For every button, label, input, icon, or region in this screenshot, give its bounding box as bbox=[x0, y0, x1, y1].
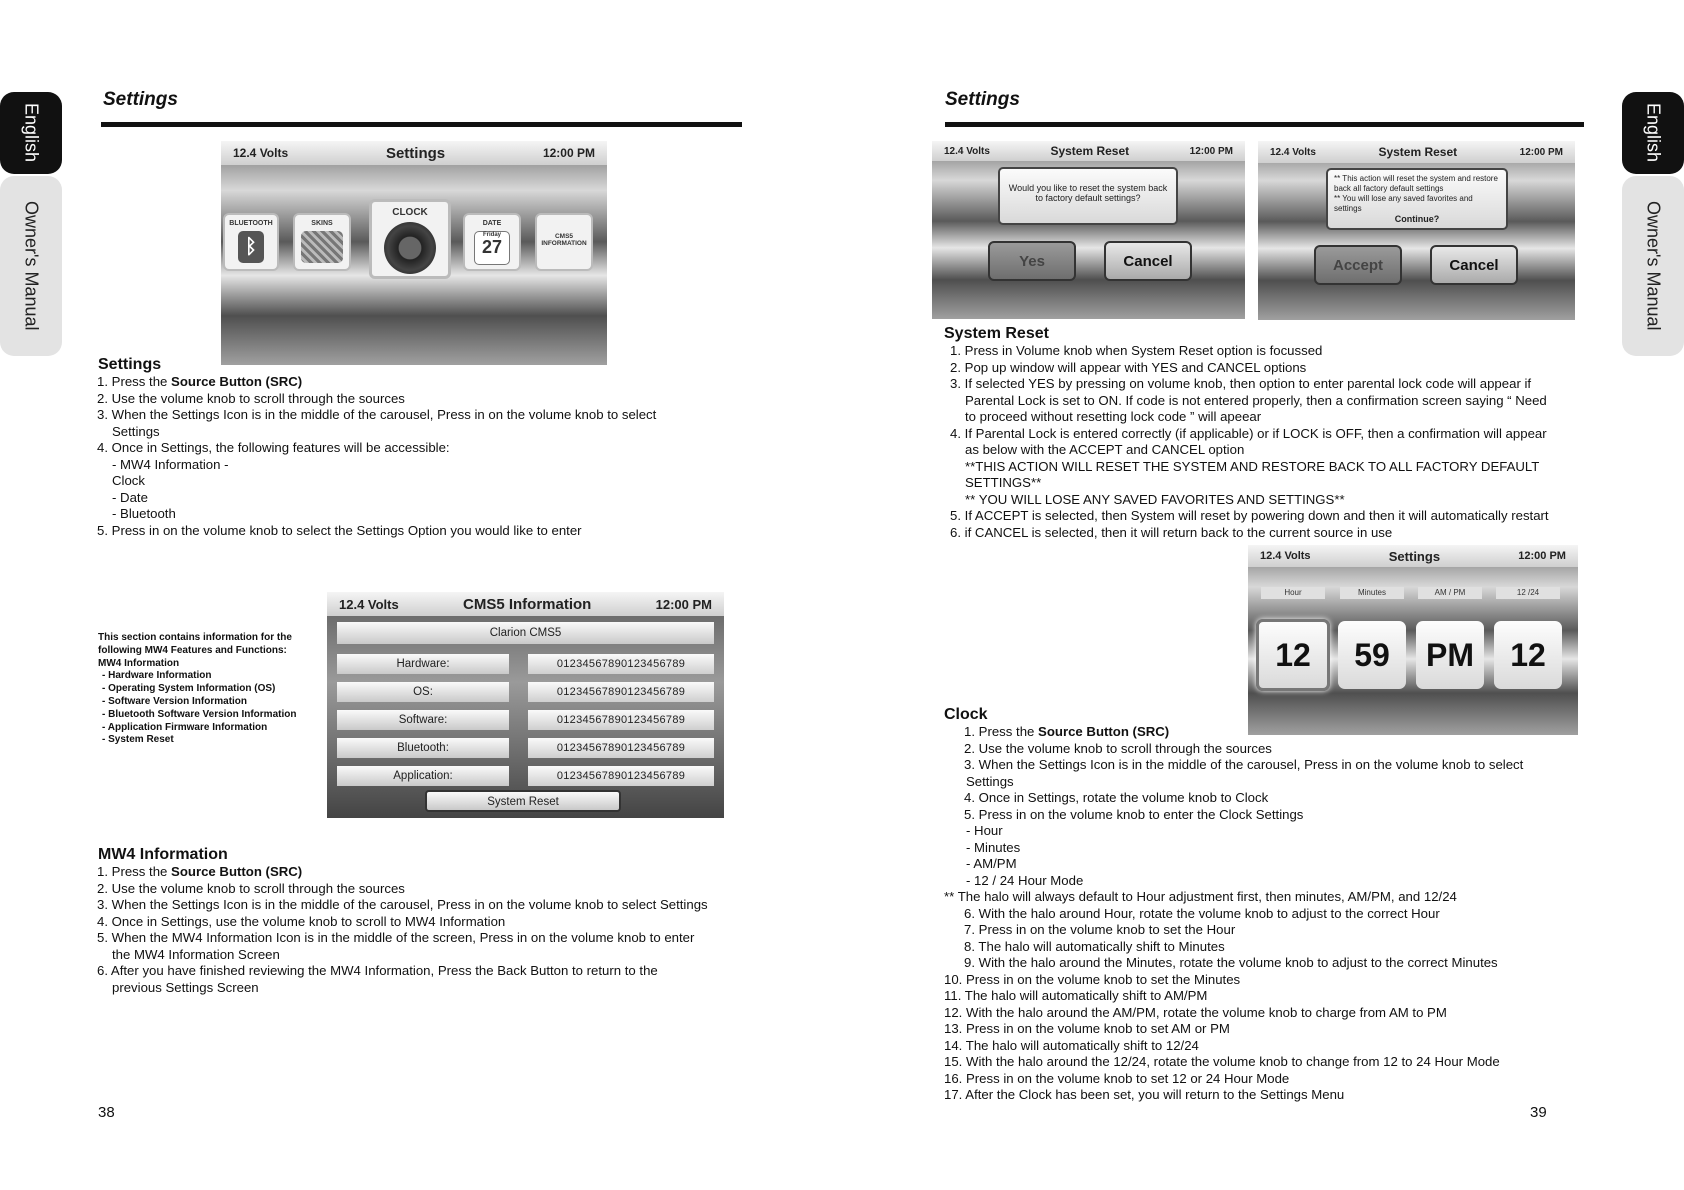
status-bar bbox=[1258, 141, 1575, 163]
bluetooth-value: 01234567890123456789 bbox=[528, 738, 714, 758]
minutes-value[interactable]: 59 bbox=[1338, 621, 1406, 689]
accept-button[interactable]: Accept bbox=[1314, 245, 1402, 285]
clock-steps: 1. Press the Source Button (SRC) 2. Use the volume knob to scroll through the sources 3. When the Settings Icon is in the middle of the carousel, Press in on the volume knob to select Settings 4. Once in Settings, rotate the volume knob to Clock 5. Press in on the volume knob to enter the Clock Settings - Hour - Minutes - AM/PM - 12 / 24 Hour Mode ** The halo will always default to Hour adjustment first, then minutes, AM/PM, and 12/24 6. With the halo around Hour, rotate the volume knob to adjust to the correct Hour 7. Press in on the volume knob to set the Hour 8. The halo will automatically shift to Minutes 9. With the halo around the Minutes, rotate the volume knob to adjust to the correct Minutes 10. Press in on the volume knob to set the Minutes 11. The halo will automatically shift to AM/PM 12. With the halo around the AM/PM, rotate the volume knob to charge from AM to PM 13. Press in on the volume knob to set AM or PM 14. The halo will automatically shift to 12/24 15. With the halo around the 12/24, rotate the volume knob to change from 12 to 24 Hour Mode 16. Press in on the volume knob to set 12 or 24 Hour Mode 17. After the Clock has been set, you will return to the Settings Menu bbox=[944, 724, 1524, 1102]
screen-title: System Reset bbox=[1378, 145, 1458, 159]
reset-dialog: Would you like to reset the system back to factory default settings? bbox=[998, 167, 1178, 225]
bluetooth-icon: ᛒ bbox=[238, 231, 264, 263]
status-bar bbox=[932, 141, 1245, 161]
time-readout: 12:00 PM bbox=[542, 146, 595, 160]
hour-header: Hour bbox=[1261, 587, 1325, 599]
screen-title: Settings bbox=[385, 144, 446, 162]
tab-owners-manual-right: Owner's Manual bbox=[1622, 176, 1684, 356]
clock-section-title: Clock bbox=[944, 706, 988, 723]
cancel-button[interactable]: Cancel bbox=[1430, 245, 1518, 285]
settings-carousel-screen bbox=[221, 141, 607, 365]
screen-title: Settings bbox=[1388, 548, 1441, 564]
bluetooth-label: Bluetooth: bbox=[337, 738, 509, 758]
volts-readout: 12.4 Volts bbox=[233, 146, 289, 160]
status-bar bbox=[1248, 545, 1578, 567]
hardware-label: Hardware: bbox=[337, 654, 509, 674]
settings-section-title: Settings bbox=[98, 356, 162, 373]
page-number-left: 38 bbox=[98, 1104, 115, 1121]
mw4-section-title: MW4 Information bbox=[98, 846, 228, 863]
system-reset-button[interactable]: System Reset bbox=[425, 790, 621, 812]
mw4-steps: 1. Press the Source Button (SRC) 2. Use the volume knob to scroll through the sources 3. When the Settings Icon is in the middle of the carousel, Press in on the volume knob to select Settings 4. Once in Settings, use the volume knob to scroll to MW4 Information 5. When the MW4 Information Icon is in the middle of the screen, Press in on the volume knob to enter the MW4 Information Screen 6. After you have finished reviewing the MW4 Information, Press the Back Button to return to the previous Settings Screen bbox=[97, 864, 708, 995]
right-heading-rule bbox=[945, 122, 1584, 127]
left-heading-rule bbox=[101, 122, 742, 127]
volts-readout: 12.4 Volts bbox=[339, 596, 399, 612]
screen-title: CMS5 Information bbox=[463, 595, 592, 613]
12-24-header: 12 /24 bbox=[1496, 587, 1560, 599]
clock-settings-screen bbox=[1248, 545, 1578, 735]
yes-button[interactable]: Yes bbox=[988, 241, 1076, 281]
right-page-heading: Settings bbox=[945, 89, 1020, 110]
cms5-banner: Clarion CMS5 bbox=[337, 622, 714, 644]
settings-steps: 1. Press the Source Button (SRC) 2. Use the volume knob to scroll through the sources 3. When the Settings Icon is in the middle of the carousel, Press in on the volume knob to select Settings 4. Once in Settings, the following features will be accessible: - MW4 Information - Clock - Date - Bluetooth 5. Press in on the volume knob to select the Settings Option you would like to enter bbox=[97, 374, 657, 538]
minutes-header: Minutes bbox=[1340, 587, 1404, 599]
calendar-icon: Friday 27 bbox=[474, 231, 510, 265]
os-value: 01234567890123456789 bbox=[528, 682, 714, 702]
clock-tile[interactable]: CLOCK bbox=[369, 199, 451, 279]
tab-english-right: English bbox=[1622, 92, 1684, 174]
volts-readout: 12.4 Volts bbox=[944, 145, 990, 157]
software-label: Software: bbox=[337, 710, 509, 730]
cancel-button[interactable]: Cancel bbox=[1104, 241, 1192, 281]
skins-tile[interactable]: SKINS bbox=[293, 213, 351, 271]
12-24-value[interactable]: 12 bbox=[1494, 621, 1562, 689]
os-label: OS: bbox=[337, 682, 509, 702]
system-reset-steps: 1. Press in Volume knob when System Reset option is focussed 2. Pop up window will appear with YES and CANCEL options 3. If selected YES by pressing on volume knob, then option to enter parental lock code will appear if Parental Lock is set to ON. If code is not entered properly, then a confirmation screen saying “ Need to proceed without resetting lock code ” will apeear 4. If Parental Lock is entered correctly (if applicable) or if LOCK is OFF, then a confirmation will appear as below with the ACCEPT and CANCEL option **THIS ACTION WILL RESET THE SYSTEM AND RESTORE BACK TO ALL FACTORY DEFAULT SETTINGS** ** YOU WILL LOSE ANY SAVED FAVORITES AND SETTINGS** 5. If ACCEPT is selected, then System will reset by powering down and then it will automatically restart 6. if CANCEL is selected, then it will return back to the current source in use bbox=[950, 343, 1549, 540]
page-number-right: 39 bbox=[1530, 1104, 1547, 1121]
application-label: Application: bbox=[337, 766, 509, 786]
application-value: 01234567890123456789 bbox=[528, 766, 714, 786]
cms5-information-screen bbox=[327, 592, 724, 818]
tab-owners-manual-left: Owner's Manual bbox=[0, 176, 62, 356]
volts-readout: 12.4 Volts bbox=[1260, 550, 1311, 562]
time-readout: 12:00 PM bbox=[1518, 550, 1566, 562]
tab-english-left: English bbox=[0, 92, 62, 174]
bluetooth-tile[interactable]: BLUETOOTH ᛒ bbox=[223, 213, 279, 271]
time-readout: 12:00 PM bbox=[1189, 145, 1233, 157]
left-page-heading: Settings bbox=[103, 89, 178, 110]
hour-value[interactable]: 12 bbox=[1256, 619, 1330, 691]
time-readout: 12:00 PM bbox=[1519, 146, 1563, 158]
screen-title: System Reset bbox=[1050, 144, 1130, 158]
hardware-value: 01234567890123456789 bbox=[528, 654, 714, 674]
status-bar bbox=[327, 592, 724, 616]
time-readout: 12:00 PM bbox=[655, 596, 712, 612]
system-reset-section-title: System Reset bbox=[944, 325, 1049, 342]
ampm-header: AM / PM bbox=[1418, 587, 1482, 599]
status-bar bbox=[221, 141, 607, 165]
volts-readout: 12.4 Volts bbox=[1270, 146, 1316, 158]
skins-icon bbox=[301, 231, 343, 263]
system-reset-accept-screen bbox=[1258, 141, 1575, 320]
software-value: 01234567890123456789 bbox=[528, 710, 714, 730]
clock-icon bbox=[384, 222, 436, 274]
mw4-features-list: This section contains information for the following MW4 Features and Functions: MW4 Information - Hardware Information - Operating System Information (OS) - Software Version Information - Bluetooth Software Version Information - Application Firmware Information - System Reset bbox=[98, 632, 297, 746]
cms5-information-tile[interactable]: CMS5 INFORMATION bbox=[535, 213, 593, 271]
system-reset-confirm-screen bbox=[932, 141, 1245, 319]
ampm-value[interactable]: PM bbox=[1416, 621, 1484, 689]
date-tile[interactable]: DATE Friday 27 bbox=[463, 213, 521, 271]
reset-warning-dialog: ** This action will reset the system and restore back all factory default settings ** You will lose any saved favorites and settings Continue? bbox=[1326, 168, 1508, 230]
